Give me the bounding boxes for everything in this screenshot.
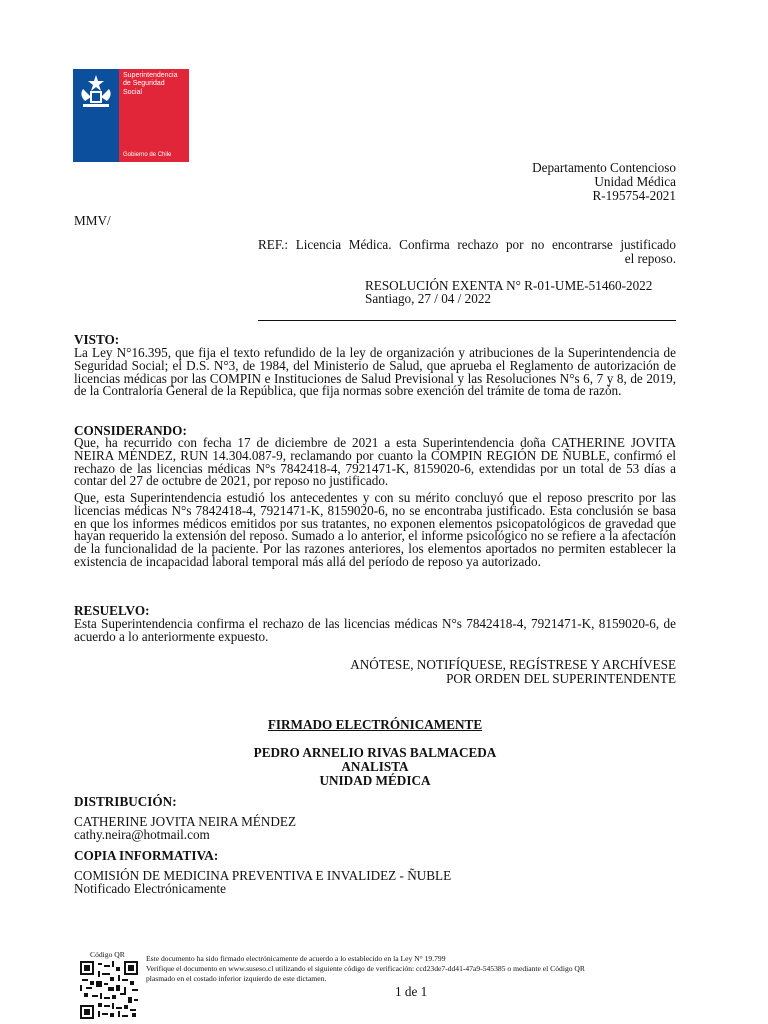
place-date: Santiago, 27 / 04 / 2022 [365,291,492,306]
considerando-paragraph-1: Que, ha recurrido con fecha 17 de diciembre de 2021 a esta Superintendencia doña CATHERINE JOVITA NEIRA MÉNDEZ, RUN 14.304.087-9, reclamando por cuanto la COMPIN REGIÓN DE ÑUBLE, confirmó el rechazo de las licencias médicas N°s 7842418-4, 7921471-K, 8159020-6, extendidas por un total de 53 días a contar del 27 de octubre de 2021, por reposo no justificado. [74,435,676,489]
coat-of-arms-icon [73,71,119,111]
page-number: 1 de 1 [395,984,428,999]
logo-footer: Gobierno de Chile [123,152,172,158]
considerando-paragraph-2: Que, esta Superintendencia estudió los antecedentes y con su mérito concluyó que el reposo prescrito por las licencias médicas N°s 7842418-4, 7921471-K, 8159020-6, no se encontraba justificado. Esta conclusión se basa en que los informes médicos emitidos por sus tratantes, no exponen elementos psicopatológicos de gravedad que hayan requerido la extensión del reposo. Sumado a lo anterior, el informe psicológico no se refiere a la afectación de la funcionalidad de la paciente. Por las razones anteriores, los elementos aportados no permiten establecer la existencia de incapacidad laboral temporal más allá del período de reposo ya autorizado. [74,490,676,569]
unit: Unidad Médica [594,174,676,189]
copia-note: Notificado Electrónicamente [74,881,226,896]
footer-line-1: Este documento ha sido firmado electrónicamente de acuerdo a lo establecido en la Ley N° 19.799 [146,954,446,963]
signer-name: PEDRO ARNELIO RIVAS BALMACEDA [253,745,497,760]
ref-line-1: REF.: Licencia Médica. Confirma rechazo por no encontrarse justificado [258,237,676,252]
signed-electronically: FIRMADO ELECTRÓNICAMENTE [267,717,483,732]
visto-text: La Ley N°16.395, que fija el texto refundido de la ley de organización y atribuciones de la Superintendencia de Seguridad Social; el D.S. N°3, de 1984, del Ministerio de Salud, que aprueba el Reglamento de autorización de licencias médicas por las COMPIN e Instituciones de Salud Previsional y las Resoluciones N°s 6, 7 y 8, de 2019, de la Contraloría General de la República, que fija normas sobre exención del trámite de toma de razón. [74,345,676,399]
copia-heading: COPIA INFORMATIVA: [74,848,219,863]
logo-red-panel [119,69,189,162]
resuelvo-heading: RESUELVO: [74,603,150,618]
divider [258,320,676,321]
department: Departamento Contencioso [532,160,676,175]
copia-entity: COMISIÓN DE MEDICINA PREVENTIVA E INVALIDEZ - ÑUBLE [74,868,452,883]
closing-line-1: ANÓTESE, NOTIFÍQUESE, REGÍSTRESE Y ARCHÍVESE [350,657,676,672]
resolution-number: RESOLUCIÓN EXENTA N° R-01-UME-51460-2022 [365,278,653,293]
qr-label: Código QR [90,950,125,959]
reference-code: R-195754-2021 [592,188,676,203]
footer-line-2: Verifique el documento en www.suseso.cl utilizando el siguiente código de verificación: ccd23de7-dd41-47a9-545385 o mediante el Código QR [146,964,585,973]
visto-heading: VISTO: [74,332,120,347]
distribucion-heading: DISTRIBUCIÓN: [74,794,177,809]
footer-line-3: plasmado en el costado inferior izquierdo de este dictamen. [146,974,327,983]
logo-line-2: de Seguridad [123,80,165,88]
resuelvo-text: Esta Superintendencia confirma el rechazo de las licencias médicas N°s 7842418-4, 7921471-K, 8159020-6, de acuerdo a lo anteriormente expuesto. [74,616,676,644]
recipient-name: CATHERINE JOVITA NEIRA MÉNDEZ [74,814,297,829]
logo-line-1: Superintendencia [123,72,178,79]
institution-logo [73,69,189,162]
closing-line-2: POR ORDEN DEL SUPERINTENDENTE [446,671,676,686]
recipient-email[interactable]: cathy.neira@hotmail.com [74,827,210,842]
qr-code-icon[interactable] [80,961,138,1019]
initials: MMV/ [74,213,111,228]
signer-role: ANALISTA [341,759,409,774]
logo-line-3: Social [123,88,143,96]
considerando-heading: CONSIDERANDO: [74,423,187,438]
ref-line-2: el reposo. [624,251,676,266]
logo-blue-panel [73,69,119,162]
signer-unit: UNIDAD MÉDICA [319,773,431,788]
